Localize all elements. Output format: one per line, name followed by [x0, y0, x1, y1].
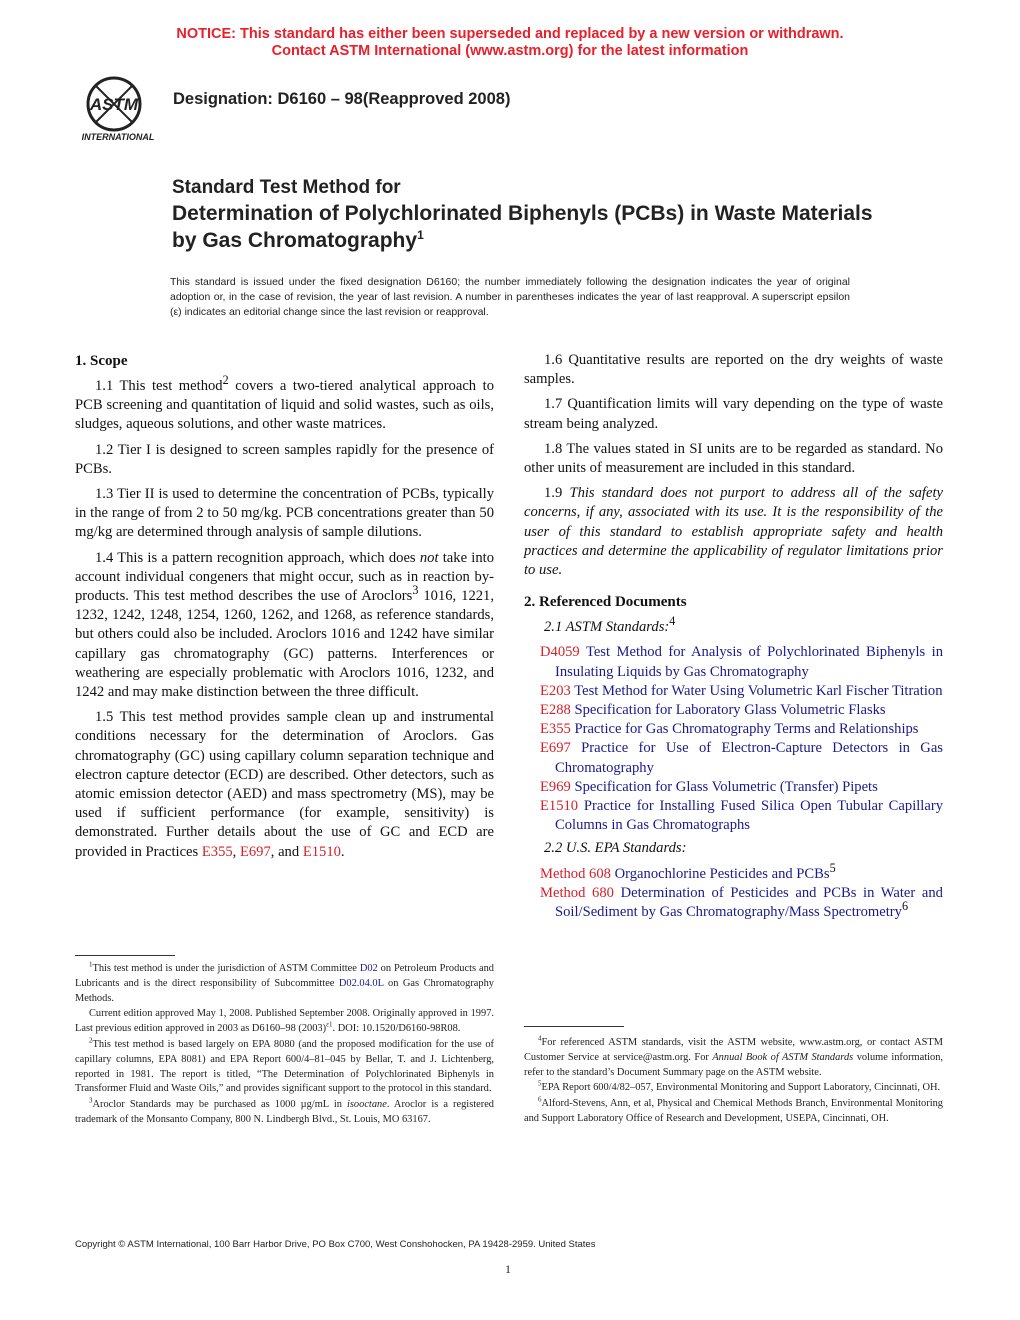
link-d02[interactable]: D02 [359, 963, 378, 974]
ref-item[interactable]: E288 Specification for Laboratory Glass Volumetric Flasks [540, 702, 886, 719]
para-1-1: 1.1 This test method$^2$ covers a two-tiered analytical approach to PCB screening and quantitation of liquid and solid wastes, such as oils, sludges, aqueous solutions, and other waste matrices. [75, 373, 494, 433]
para-1-9: 1.9 This standard does not purport to address all of the safety concerns, if any, associated with its use. It is the responsibility of the user of this standard to establish appropriate safety and health practices and determine the applicability of regulator limitations prior to use. [524, 485, 943, 579]
para-1-5: 1.5 This test method provides sample clean up and instrumental conditions necessary for the determination of Aroclors. Gas chromatography (GC) using capillary column separation technique and electron capture detector (ECD) are described. Other detectors, such as atomic emission detector (AED) and mass spectrometry (MS), may be used if sufficient performance (for example, sensitivity) is demonstrated. Further details about the use of GC and ECD are provided in Practices E355, E697, and E1510. [75, 709, 494, 860]
footnote-1-edition: Current edition approved May 1, 2008. Published September 2008. Originally approved in 1997. Last previous edition approved in 2003 as D6160–98 $(2003)^{\varepsilon 1}$. DOI: 10.1520/D6160-98R08. [75, 1008, 494, 1035]
footnotes-left [75, 962, 494, 1129]
refdocs-heading: 2. Referenced Documents [524, 594, 687, 611]
ref-item[interactable]: E355 Practice for Gas Chromatography Terms and Relationships [540, 721, 919, 738]
notice-line-2: Contact ASTM International (www.astm.org) for the latest information [271, 43, 749, 59]
para-1-2: 1.2 Tier I is designed to screen samples rapidly for the presence of PCBs. [75, 441, 494, 477]
title-prefix: Standard Test Method for [172, 177, 401, 198]
ref-item[interactable]: Method 680 Determination of Pesticides and PCBs in Water and Soil/Sediment by Gas Chromatography/Mass Spectrometry$^6$ [540, 884, 943, 921]
para-1-6: 1.6 Quantitative results are reported on the dry weights of waste samples. [524, 352, 943, 388]
document-title [172, 176, 892, 254]
page-number: 1 [505, 1262, 511, 1276]
right-column [524, 351, 943, 922]
para-1-7: 1.7 Quantification limits will vary depending on the type of waste stream being analyzed. [524, 396, 943, 432]
para-1-4: 1.4 This is a pattern recognition approach, which does not take into account individual congeners that might occur, such as in reaction by-products. This test method describes the use of Aroclors$^3$ 1016, 1221, 1232, 1242, 1248, 1254, 1260, 1262, and 1268, as reference standards, but others could also be included. Aroclors 1016 and 1242 have similar capillary gas chromatography (GC) patterns. Interferences or weathering are especially problematic with Aroclors 1016, 1232, and 1242 and may make distinction between the three difficult. [75, 549, 494, 701]
footnote-ref-1: 1 [417, 228, 424, 242]
left-column [75, 351, 494, 868]
footnote-divider [524, 1026, 624, 1027]
para-1-3: 1.3 Tier II is used to determine the concentration of PCBs, typically in the range of from 2 to 50 mg/kg. PCB concentrations greater than 50 mg/kg are determined through analysis of sample dilutions. [75, 486, 494, 541]
footnote-divider [75, 955, 175, 956]
svg-text:INTERNATIONAL: INTERNATIONAL [81, 132, 155, 142]
designation: Designation: D6160 – 98(Reapproved 2008) [173, 90, 511, 108]
ref-item[interactable]: D4059 Test Method for Analysis of Polychlorinated Biphenyls in Insulating Liquids by Gas Chromatography [540, 644, 944, 680]
ref-item[interactable]: E697 Practice for Use of Electron-Capture Detectors in Gas Chromatography [540, 740, 943, 776]
astm-logo [74, 74, 162, 146]
para-1-8: 1.8 The values stated in SI units are to be regarded as standard. No other units of measurement are included in this standard. [524, 440, 943, 477]
link-e697[interactable]: E697 [239, 843, 271, 860]
footnote-6: $^6$Alford-Stevens, Ann, et al, Physical and Chemical Methods Branch, Environmental Monitoring and Support Laboratory Office of Research and Development, USEPA, Cincinnati, OH. [524, 1095, 943, 1124]
astm-ref-list [540, 643, 943, 835]
footnote-2: $^2$This test method is based largely on EPA 8080 (and the proposed modification for the use of capillary columns, EPA 8081) and EPA Report 600/4–81–045 by Bellar, T. and J. Lichtenberg, reported in 1981. The report is titled, “The Determination of Polychlorinated Biphenyls in Transformer Fluid and Waste Oils,” and provides significant support to the protocol in this standard. [75, 1036, 494, 1095]
footnote-4: $^4$For referenced ASTM standards, visit the ASTM website, www.astm.org, or contact ASTM Customer Service at service@astm.org. For Annual Book of ASTM Standards volume information, refer to the standard’s Document Summary page on the ASTM website. [524, 1034, 943, 1078]
link-e355[interactable]: E355 [201, 843, 233, 860]
footnote-5: $^5$EPA Report 600/4/82–057, Environmental Monitoring and Support Laboratory, Cincinnati, OH. [538, 1079, 941, 1094]
title-main: Determination of Polychlorinated Biphenyls (PCBs) in Waste Materials by Gas Chromatography$^1$ [172, 202, 873, 252]
intro-note: This standard is issued under the fixed designation D6160; the number immediately following the designation indicates the year of original adoption or, in the case of revision, the year of last revision. A number in parentheses indicates the year of last reapproval. A superscript epsilon (ε) indicates an editorial change since the last revision or reapproval. [170, 276, 850, 319]
footnotes-right [524, 1036, 943, 1128]
ref-item[interactable]: E1510 Practice for Installing Fused Silica Open Tubular Capillary Columns in Gas Chromatographs [540, 798, 943, 834]
epa-ref-list [540, 860, 943, 923]
link-e1510[interactable]: E1510 [302, 843, 341, 860]
footnote-1: $^1$This test method is under the jurisdiction of ASTM Committee D02 on Petroleum Products and Lubricants and is the direct responsibility of Subcommittee D02.04.0L on Gas Chromatography Methods. [75, 960, 494, 1004]
svg-text:ASTM: ASTM [89, 95, 139, 114]
footnote-3: $^3$Aroclor Standards may be purchased as 1000 µg/mL in isooctane. Aroclor is a registered trademark of the Monsanto Company, 800 N. Lindbergh Blvd., St. Louis, MO 63167. [75, 1096, 495, 1125]
epa-standards-label: 2.2 U.S. EPA Standards: [544, 840, 687, 857]
ref-item[interactable]: E969 Specification for Glass Volumetric (Transfer) Pipets [540, 778, 878, 795]
withdrawal-notice [0, 26, 1020, 60]
copyright: Copyright © ASTM International, 100 Barr Harbor Drive, PO Box C700, West Conshohocken, PA 19428-2959. United States [75, 1239, 596, 1250]
link-d02-04-0l[interactable]: D02.04.0L [338, 977, 384, 989]
astm-standards-label: 2.1 ASTM Standards:$^4$ [544, 614, 676, 636]
scope-heading: 1. Scope [75, 353, 128, 369]
ref-item[interactable]: Method 608 Organochlorine Pesticides and PCBs$^5$ [540, 860, 836, 882]
ref-item[interactable]: E203 Test Method for Water Using Volumetric Karl Fischer Titration [540, 682, 943, 699]
notice-line-1: NOTICE: This standard has either been superseded and replaced by a new version or withdrawn. [176, 26, 844, 42]
